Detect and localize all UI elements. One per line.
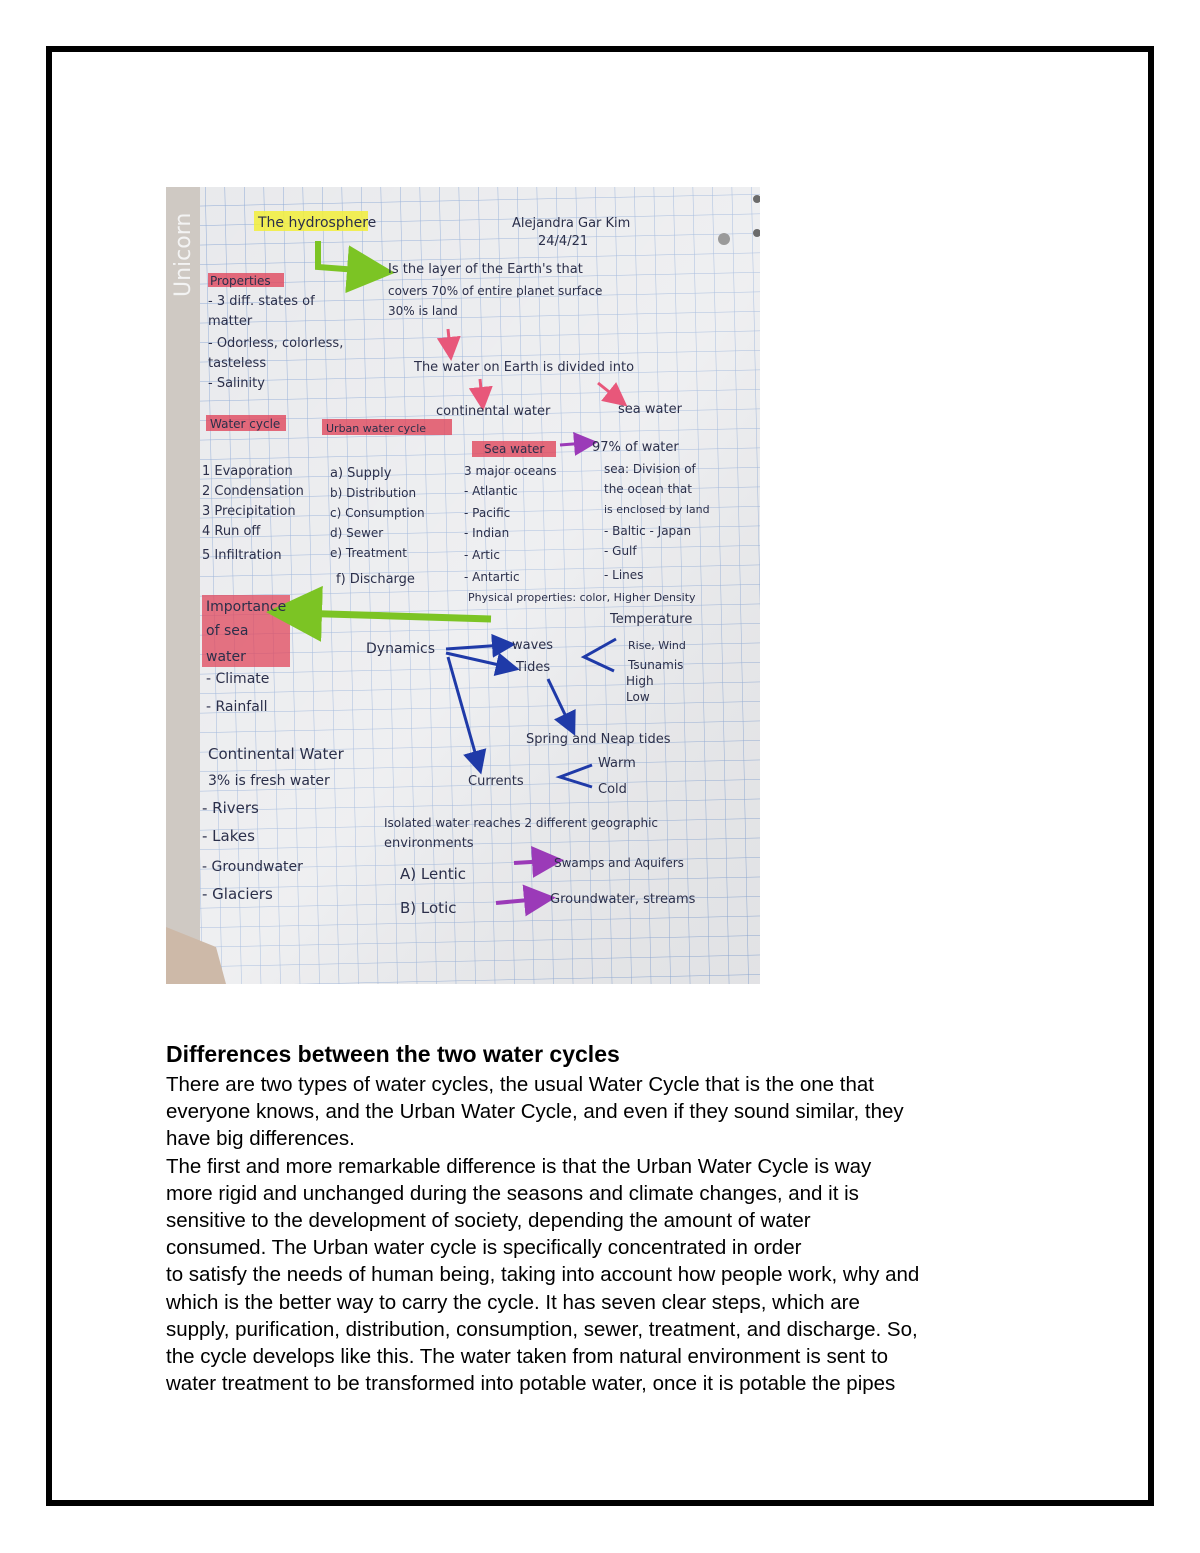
water-cycle-heading: Water cycle	[210, 417, 281, 431]
sea-water-percent: 97% of water	[592, 440, 679, 455]
tides-label: Tides	[516, 660, 551, 675]
seas-line: is enclosed by land	[604, 503, 710, 516]
oceans-line: - Antartic	[464, 570, 520, 584]
distribution-line: The water on Earth is divided into	[414, 360, 635, 375]
continental-heading: Continental Water	[208, 745, 344, 763]
seas-line: - Baltic - Japan	[604, 524, 692, 538]
notebook-watermark: Unicorn	[171, 212, 196, 297]
essay-line: supply, purification, distribution, consumption, sewer, treatment, and discharge. So,	[166, 1317, 918, 1341]
lentic-label: A) Lentic	[400, 865, 467, 883]
current-type: Warm	[598, 756, 636, 771]
continental-line: - Lakes	[202, 827, 255, 845]
pink-arrow-1	[448, 329, 450, 349]
essay-line: which is the better way to carry the cycle. It has seven clear steps, which are	[166, 1290, 860, 1314]
continental-line: - Glaciers	[202, 885, 273, 903]
tide-type: Low	[626, 690, 650, 704]
notes-date: 24/4/21	[538, 234, 589, 249]
importance-item: - Rainfall	[206, 699, 268, 715]
lotic-label: B) Lotic	[400, 899, 457, 917]
essay-line: have big differences.	[166, 1127, 355, 1151]
continental-line: - Rivers	[202, 799, 259, 817]
properties-line: - 3 diff. states of	[208, 294, 315, 309]
properties-line: matter	[208, 314, 253, 329]
notes-title: The hydrosphere	[258, 215, 377, 231]
water-cycle-step: 1 Evaporation	[202, 464, 293, 479]
urban-cycle-step: f) Discharge	[336, 572, 415, 587]
importance-heading: Importance	[206, 599, 287, 615]
essay-line: more rigid and unchanged during the seasons and climate changes, and it is	[166, 1181, 859, 1205]
essay-line: sensitive to the development of society, depending the amount of water	[166, 1209, 811, 1233]
continental-line: 3% is fresh water	[208, 773, 330, 789]
urban-cycle-step: d) Sewer	[330, 526, 384, 540]
essay-line: The first and more remarkable difference is that the Urban Water Cycle is way	[166, 1154, 872, 1178]
essay-line: the cycle develops like this. The water taken from natural environment is sent to	[166, 1345, 889, 1369]
importance-item: - Climate	[206, 671, 270, 687]
essay-heading: Differences between the two water cycles	[166, 1041, 620, 1067]
notes-author: Alejandra Gar Kim	[512, 216, 631, 231]
tide-type: High	[626, 674, 654, 688]
intro-line: covers 70% of entire planet surface	[388, 284, 603, 298]
sea-water-heading: Sea water	[484, 442, 545, 456]
water-cycle-step: 5 Infiltration	[202, 548, 282, 563]
essay-line: There are two types of water cycles, the usual Water Cycle that is the one that	[166, 1073, 874, 1096]
seas-line: - Lines	[604, 568, 644, 582]
water-cycle-step: 2 Condensation	[202, 484, 304, 499]
binder-strip	[166, 187, 200, 984]
continental-water-label: continental water	[436, 404, 551, 419]
sea-water-label: sea water	[618, 402, 682, 417]
isolated-line: Isolated water reaches 2 different geographic	[384, 816, 659, 830]
oceans-line: - Indian	[464, 526, 510, 540]
essay-line: water treatment to be transformed into potable water, once it is potable the pipes	[166, 1372, 896, 1396]
urban-cycle-step: b) Distribution	[330, 486, 417, 500]
handwritten-notes-photo	[166, 187, 760, 984]
essay-line: to satisfy the needs of human being, taking into account how people work, why and	[166, 1263, 920, 1287]
essay-line: everyone knows, and the Urban Water Cycle, and even if they sound similar, they	[166, 1100, 904, 1124]
pink-arrow-2	[480, 379, 482, 399]
dynamics-label: Dynamics	[366, 641, 436, 657]
seas-line: - Gulf	[604, 544, 637, 558]
isolated-line: environments	[384, 836, 474, 851]
properties-line: tasteless	[208, 356, 267, 371]
urban-cycle-step: c) Consumption	[330, 506, 425, 520]
oceans-line: 3 major oceans	[464, 464, 557, 478]
currents-label: Currents	[468, 774, 524, 789]
essay-section	[166, 1040, 1046, 1397]
importance-heading: water	[206, 649, 246, 665]
lotic-value: Groundwater, streams	[550, 892, 696, 907]
tide-type: Tsunamis	[628, 658, 684, 672]
urban-cycle-step: e) Treatment	[330, 546, 407, 560]
lentic-value: Swamps and Aquifers	[554, 856, 684, 870]
seas-line: sea: Division of	[604, 462, 696, 476]
seas-line: the ocean that	[604, 482, 692, 496]
waves-label: waves	[512, 638, 554, 653]
urban-cycle-step: a) Supply	[330, 466, 392, 481]
physical-properties: Physical properties: color, Higher Density	[468, 591, 696, 604]
intro-line: 30% is land	[388, 304, 458, 318]
properties-line: - Salinity	[208, 376, 265, 391]
water-cycle-step: 3 Precipitation	[202, 504, 296, 519]
essay-line: consumed. The Urban water cycle is specifically concentrated in order	[166, 1236, 802, 1260]
oceans-line: - Atlantic	[464, 484, 518, 498]
properties-line: - Odorless, colorless,	[208, 336, 344, 351]
oceans-line: - Artic	[464, 548, 500, 562]
oceans-line: - Pacific	[464, 506, 511, 520]
spring-neap-tides: Spring and Neap tides	[526, 732, 671, 747]
current-type: Cold	[598, 782, 627, 797]
purple-arrow-lentic	[514, 861, 548, 863]
properties-heading: Properties	[210, 274, 271, 288]
punch-hole	[718, 233, 730, 245]
urban-cycle-heading: Urban water cycle	[326, 422, 427, 435]
continental-line: - Groundwater	[202, 859, 303, 875]
purple-arrow-sea	[560, 443, 586, 445]
importance-heading: of sea	[206, 623, 249, 639]
tide-type: Rise, Wind	[628, 639, 686, 652]
water-cycle-step: 4 Run off	[202, 524, 261, 539]
temperature-label: Temperature	[610, 612, 693, 627]
intro-line: Is the layer of the Earth's that	[388, 262, 583, 277]
